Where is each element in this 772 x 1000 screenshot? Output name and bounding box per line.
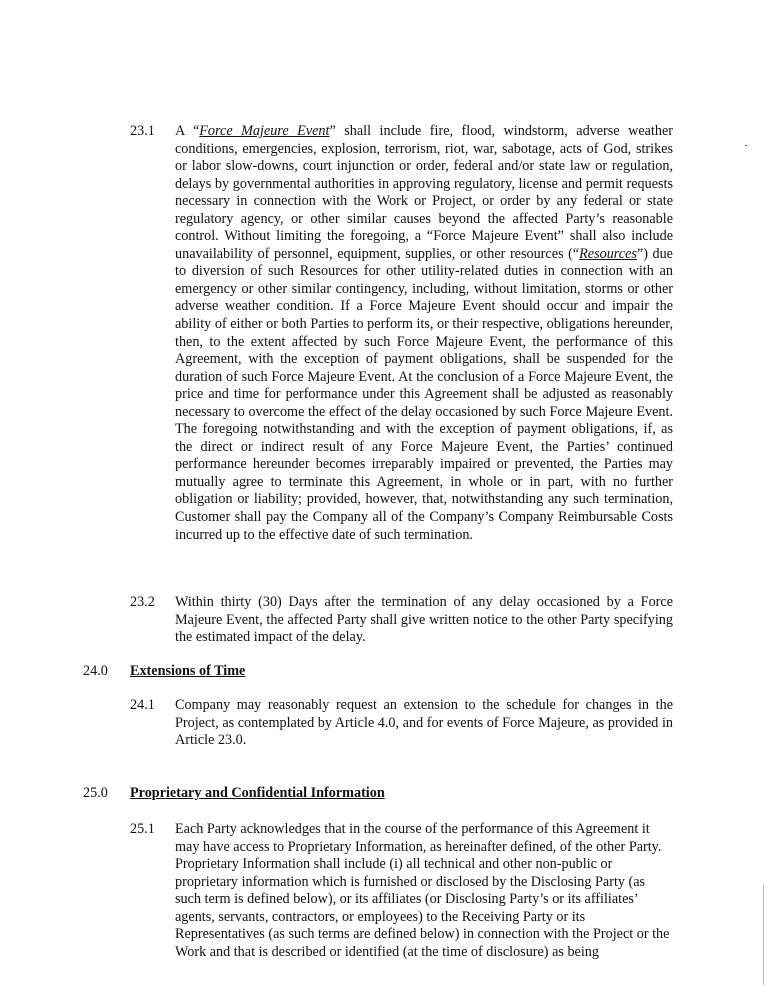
- defined-term-force-majeure-event: Force Majeure Event: [199, 123, 330, 139]
- clause-text-middle: ” shall include fire, flood, windstorm, adverse weather conditions, emergencies, explosion, terrorism, riot, war, sabotage, acts of God, strikes or labor slow-downs, court injunction or order, federal and/or state law or regulation, delays by governmental authorities in approving regulatory, license and permit requests necessary in connection with the Work or Project, or order by any federal or state regulatory agency, or other similar causes beyond the affected Party’s reasonable control. Without limiting the foregoing, a “Force Majeure Event” shall also include unavailability of personnel, equipment, supplies, or other resources (“: [175, 123, 673, 262]
- section-title: Proprietary and Confidential Information: [130, 785, 385, 801]
- scan-artifact: [745, 145, 747, 146]
- clause-text: Company may reasonably request an extension to the schedule for changes in the Project, as contemplated by Article 4.0, and for events of Force Majeure, as provided in Article 23.0.: [175, 697, 673, 749]
- section-number: 25.0: [83, 785, 108, 801]
- clause-text: Each Party acknowledges that in the course of the performance of this Agreement it may have access to Proprietary Information, as hereinafter defined, of the other Party. Proprietary Information shall include (i) all technical and other non-public or proprietary information which is furnished or disclosed by the Disclosing Party (as such term is defined below), or its affiliates (or Disclosing Party’s or its affiliates’ agents, servants, contractors, or employees) to the Receiving Party or its Representatives (as such terms are defined below) in connection with the Project or the Work and that is described or identified (at the time of disclosure) as being: [175, 821, 670, 960]
- clause-number: 24.1: [130, 697, 155, 713]
- clause-number: 23.1: [130, 123, 155, 139]
- clause-text: [175, 123, 673, 544]
- clause-text-rest: ”) due to diversion of such Resources for other utility-related duties in connection with an emergency or other similar contingency, including, without limitation, storms or other adverse weather condition. If a Force Majeure Event should occur and impair the ability of either or both Parties to perform its, or their respective, obligations hereunder, then, to the extent affected by such Force Majeure Event, the performance of this Agreement, with the exception of payment obligations, shall be suspended for the duration of such Force Majeure Event. At the conclusion of a Force Majeure Event, the price and time for performance under this Agreement shall be adjusted as reasonably necessary to overcome the effect of the delay occasioned by such Force Majeure Event. The foregoing notwithstanding and with the exception of payment obligations, if, as the direct or indirect result of any Force Majeure Event, the Parties’ continued performance hereunder becomes irreparably impaired or prevented, the Parties may mutually agree to terminate this Agreement, in whole or in part, with no further obligation or liability; provided, however, that, notwithstanding any such termination, Customer shall pay the Company all of the Company’s Company Reimbursable Costs incurred up to the effective date of such termination.: [175, 245, 673, 543]
- clause-text: Within thirty (30) Days after the termination of any delay occasioned by a Force Majeure Event, the affected Party shall give written notice to the other Party specifying the estimated impact of the delay.: [175, 594, 673, 646]
- section-title: Extensions of Time: [130, 663, 246, 679]
- clause-text-lead: A “: [175, 123, 200, 139]
- section-number: 24.0: [83, 663, 108, 679]
- scan-artifact: [763, 885, 764, 985]
- clause-number: 23.2: [130, 594, 155, 610]
- defined-term-resources: Resources: [579, 245, 637, 262]
- clause-number: 25.1: [130, 821, 155, 837]
